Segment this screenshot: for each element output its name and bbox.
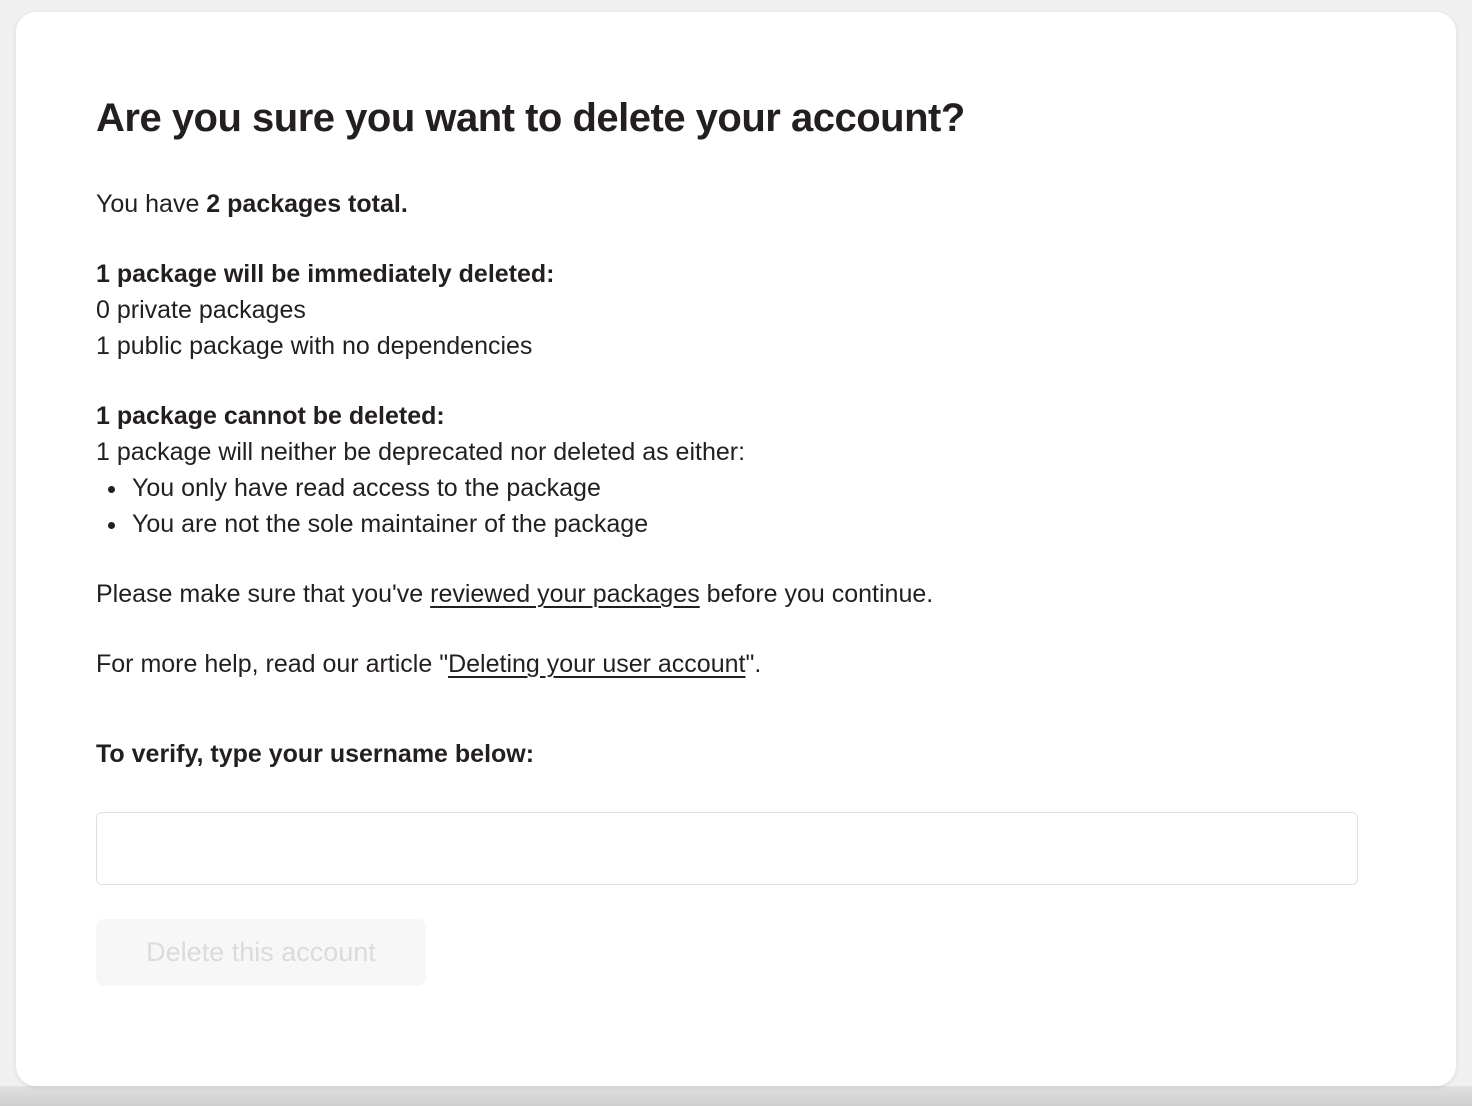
delete-account-dialog xyxy=(16,12,1456,1086)
review-note-after: before you continue. xyxy=(699,580,934,608)
public-packages-count: 1 public package with no dependencies xyxy=(96,332,533,360)
deletable-packages-heading: 1 package will be immediately deleted: xyxy=(96,260,555,288)
list-item: • You are not the sole maintainer of the package xyxy=(129,506,1358,542)
reviewed-your-packages-link[interactable]: reviewed your packages xyxy=(430,580,700,608)
help-note-before: For more help, read our article " xyxy=(96,650,449,678)
verify-instruction xyxy=(96,736,1358,772)
verify-instruction-text: To verify, type your username below: xyxy=(96,740,535,768)
review-note xyxy=(96,576,1358,612)
page-bottom-shadow xyxy=(0,1086,1472,1106)
deleting-account-article-link[interactable]: Deleting your user account xyxy=(448,650,746,678)
dialog-title: Are you sure you want to delete your account? xyxy=(96,96,965,140)
undeletable-packages-intro: 1 package will neither be deprecated nor deleted as either: xyxy=(96,438,746,466)
help-note-after: ". xyxy=(745,650,762,678)
list-item: • You only have read access to the package xyxy=(129,470,1358,506)
username-input[interactable] xyxy=(96,812,1358,885)
undeletable-packages-heading: 1 package cannot be deleted: xyxy=(96,402,445,430)
undeletable-reasons-list xyxy=(96,470,1358,542)
package-summary-prefix: You have xyxy=(96,190,207,218)
help-note xyxy=(96,646,1358,682)
deletable-packages-section xyxy=(96,256,1358,364)
package-summary-count: 2 packages total. xyxy=(206,190,408,218)
review-note-before: Please make sure that you've xyxy=(96,580,431,608)
undeletable-packages-section xyxy=(96,398,1358,542)
delete-account-button[interactable]: Delete this account xyxy=(96,919,426,986)
package-summary xyxy=(96,186,1358,222)
private-packages-count: 0 private packages xyxy=(96,296,306,324)
